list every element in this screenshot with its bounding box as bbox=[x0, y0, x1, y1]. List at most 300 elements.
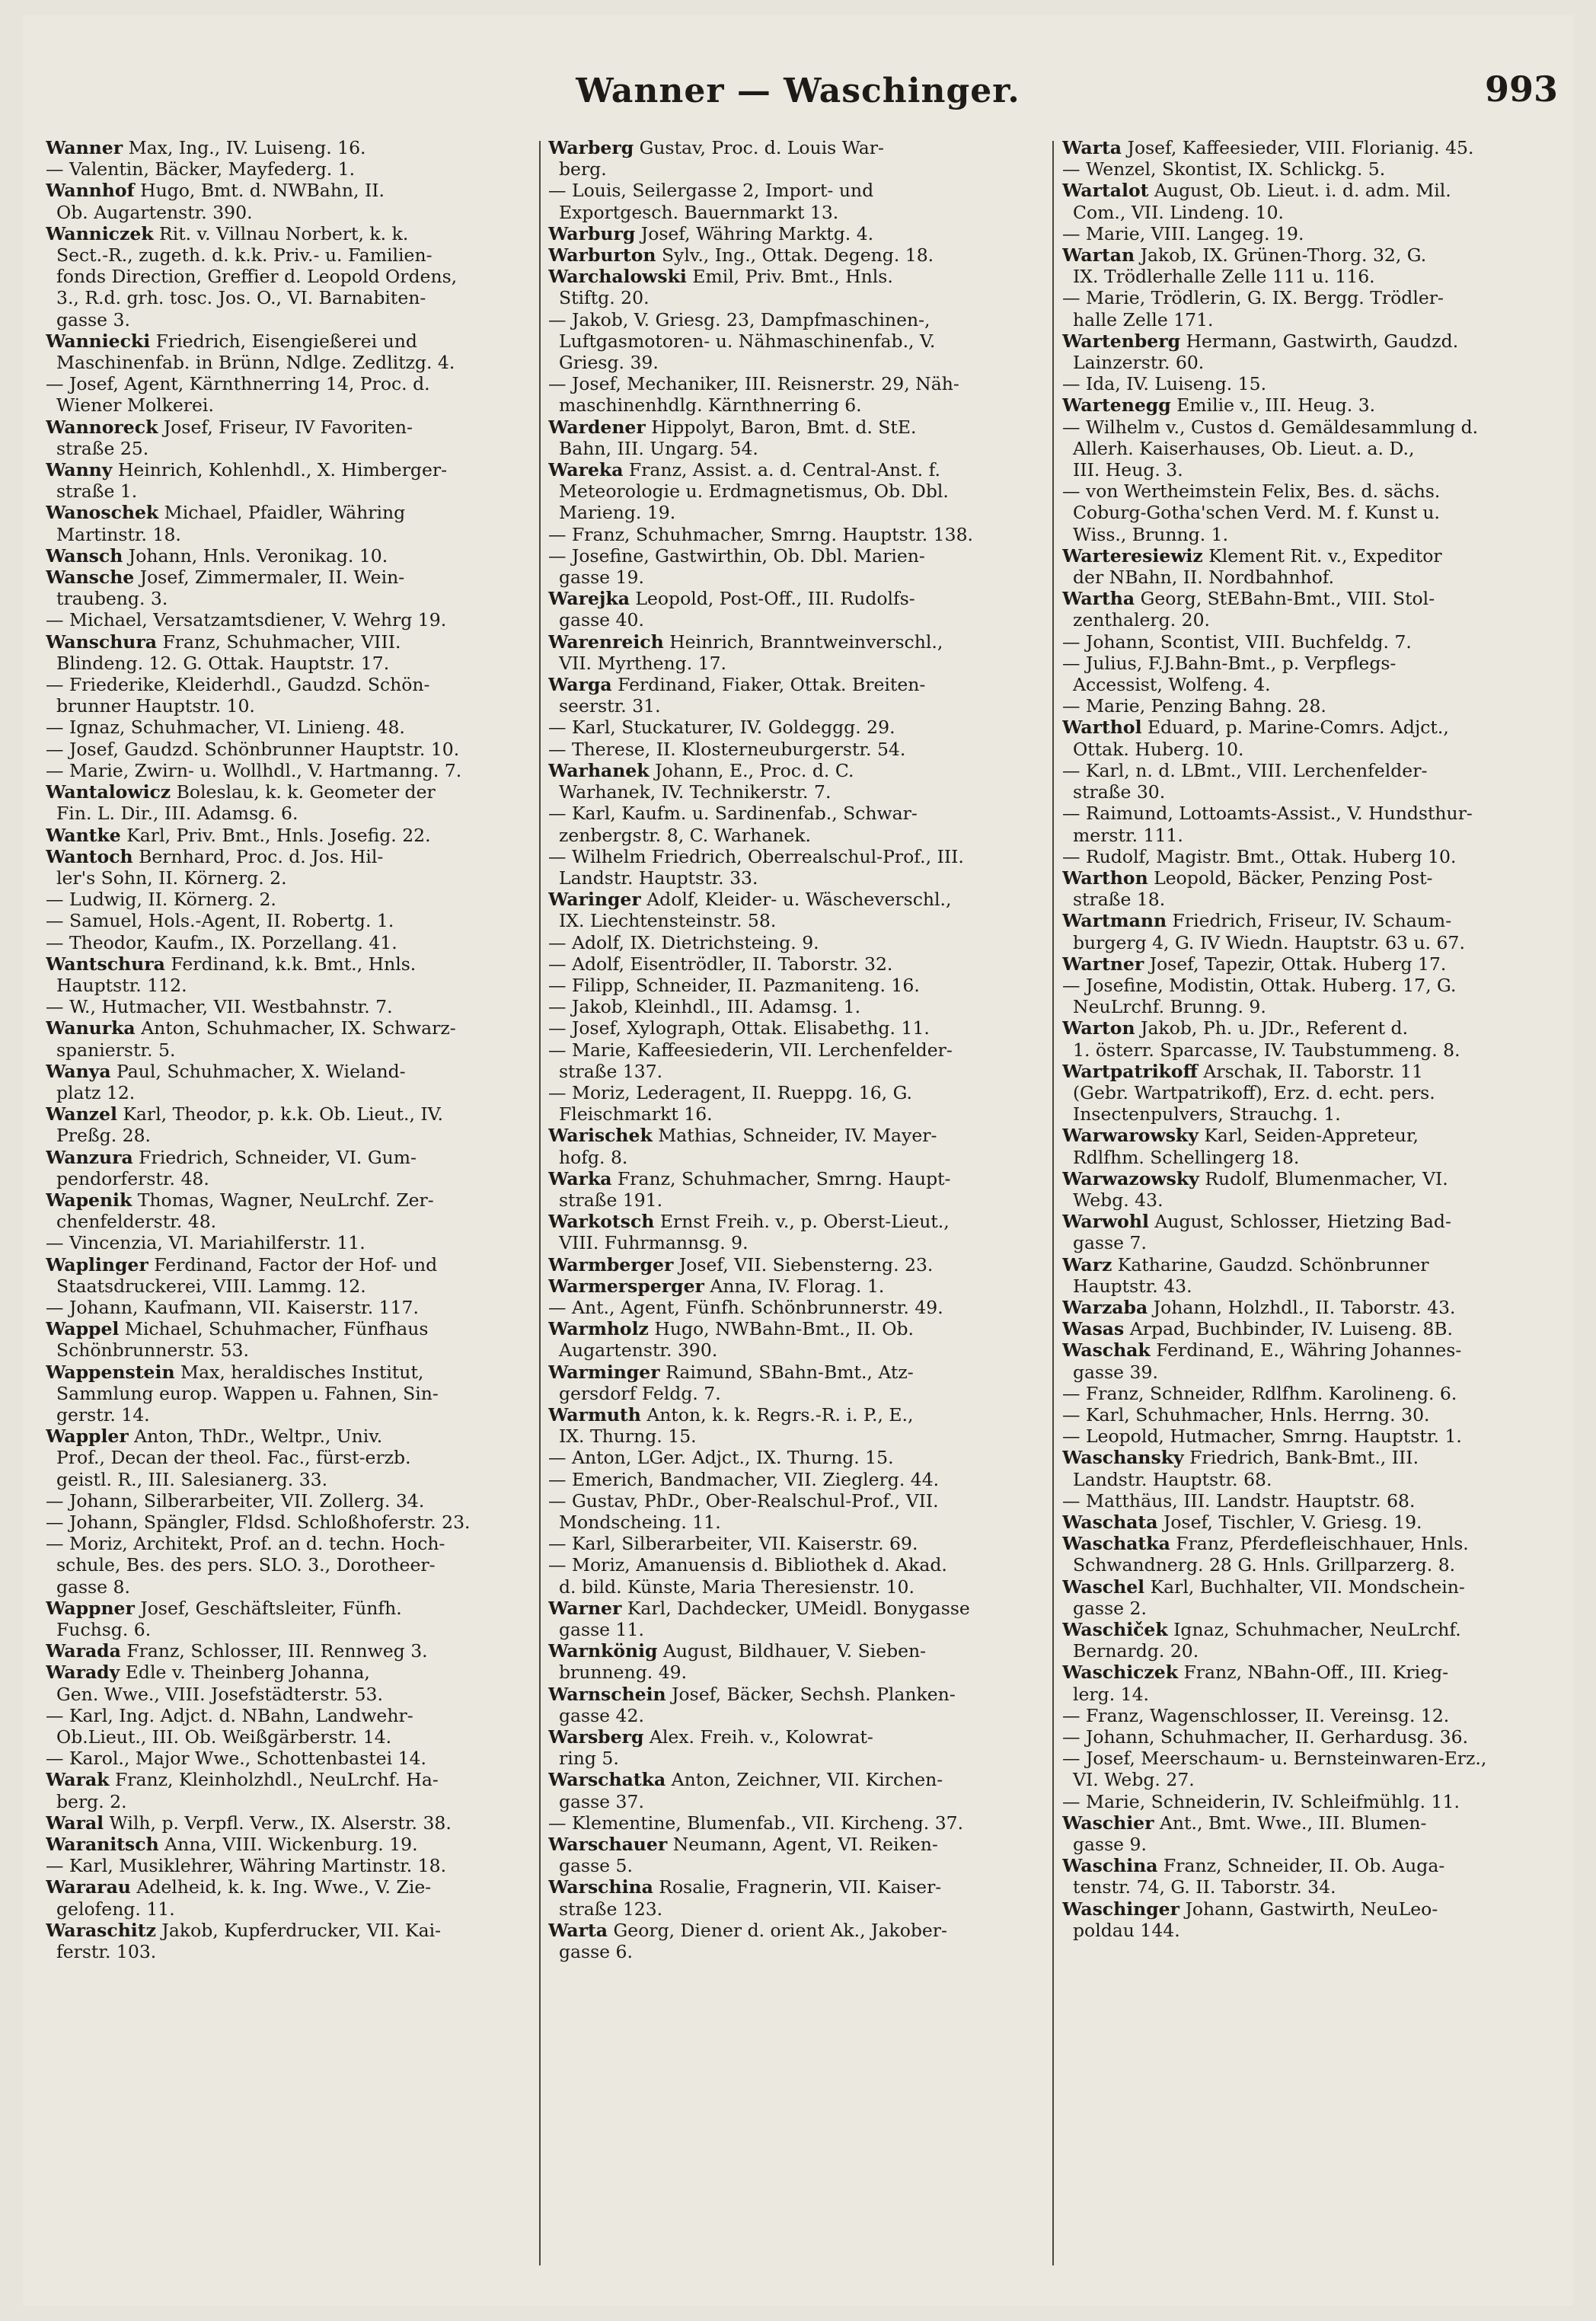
entry-text: platz 12. bbox=[56, 1081, 136, 1103]
entry-surname: Warschina bbox=[548, 1876, 653, 1898]
directory-line bbox=[1062, 975, 1550, 996]
entry-text: Staatsdruckerei, VIII. Lammg. 12. bbox=[56, 1275, 366, 1297]
entry-text: Rdlfhm. Schellingerg 18. bbox=[1073, 1146, 1300, 1168]
entry-text: Friedrich, Eisengießerei und bbox=[150, 330, 417, 352]
entry-text: Jakob, Kupferdrucker, VII. Kai- bbox=[155, 1919, 442, 1941]
entry-text: gasse 11. bbox=[559, 1619, 644, 1641]
directory-line bbox=[46, 760, 533, 781]
entry-surname: Wartenegg bbox=[1062, 394, 1171, 417]
directory-entry bbox=[548, 1834, 1036, 1855]
entry-text: chenfelderstr. 48. bbox=[56, 1211, 217, 1233]
directory-line bbox=[1062, 524, 1550, 545]
directory-line bbox=[1062, 1383, 1550, 1404]
entry-text: Wiener Molkerei. bbox=[56, 394, 214, 417]
directory-line bbox=[548, 609, 1036, 631]
directory-entry bbox=[548, 1684, 1036, 1705]
entry-text: — Wenzel, Skontist, IX. Schlickg. 5. bbox=[1062, 158, 1386, 180]
column-right bbox=[1062, 137, 1550, 1941]
entry-text: Fin. L. Dir., III. Adamsg. 6. bbox=[56, 803, 298, 825]
entry-text: brunner Hauptstr. 10. bbox=[56, 695, 255, 717]
entry-text: — Moriz, Lederagent, II. Rueppg. 16, G. bbox=[548, 1081, 912, 1103]
entry-surname: Wardener bbox=[548, 416, 646, 438]
directory-line bbox=[548, 953, 1036, 975]
directory-line bbox=[548, 1383, 1036, 1404]
entry-surname: Waraschitz bbox=[46, 1919, 156, 1941]
entry-text: Preßg. 28. bbox=[56, 1125, 152, 1147]
entry-text: Raimund, SBahn-Bmt., Atz- bbox=[659, 1361, 914, 1383]
entry-text: — Franz, Wagenschlosser, II. Vereinsg. 12. bbox=[1062, 1704, 1450, 1726]
directory-line bbox=[1062, 502, 1550, 523]
entry-text: Franz, Assist. a. d. Central-Anst. f. bbox=[623, 459, 940, 481]
entry-text: — Friederike, Kleiderhdl., Gaudzd. Schön- bbox=[46, 674, 430, 696]
entry-surname: Wanniecki bbox=[46, 330, 151, 352]
entry-text: Franz, Schuhmacher, Smrng. Haupt- bbox=[611, 1167, 951, 1189]
entry-text: Mondscheing. 11. bbox=[559, 1512, 721, 1533]
entry-text: ferstr. 103. bbox=[56, 1941, 157, 1963]
entry-surname: Warada bbox=[46, 1640, 121, 1662]
entry-text: lerg. 14. bbox=[1073, 1683, 1150, 1705]
entry-surname: Wansch bbox=[46, 544, 123, 567]
entry-surname: Wasas bbox=[1062, 1318, 1125, 1340]
entry-text: Leopold, Bäcker, Penzing Post- bbox=[1148, 867, 1433, 889]
page-title: Wanner — Waschinger. bbox=[576, 72, 1020, 110]
entry-surname: Wanya bbox=[46, 1060, 111, 1082]
directory-line bbox=[548, 1705, 1036, 1726]
directory-entry bbox=[46, 1103, 533, 1125]
directory-entry bbox=[46, 180, 533, 201]
entry-text: Paul, Schuhmacher, X. Wieland- bbox=[110, 1060, 406, 1082]
entry-text: Luftgasmotoren- u. Nähmaschinenfab., V. bbox=[559, 330, 936, 352]
directory-entry bbox=[548, 1125, 1036, 1146]
directory-line bbox=[1062, 932, 1550, 953]
directory-line bbox=[1062, 825, 1550, 846]
directory-entry bbox=[548, 417, 1036, 438]
entry-text: — Rudolf, Magistr. Bmt., Ottak. Huberg 10. bbox=[1062, 845, 1457, 867]
directory-line bbox=[1062, 1705, 1550, 1726]
entry-surname: Waplinger bbox=[46, 1253, 148, 1275]
entry-text: August, Ob. Lieut. i. d. adm. Mil. bbox=[1148, 180, 1451, 202]
directory-entry bbox=[1062, 1017, 1550, 1039]
directory-line bbox=[548, 1791, 1036, 1812]
entry-text: Josef, Währing Marktg. 4. bbox=[635, 222, 874, 244]
entry-text: Meteorologie u. Erdmagnetismus, Ob. Dbl. bbox=[559, 480, 949, 503]
directory-line bbox=[548, 1232, 1036, 1253]
directory-entry bbox=[548, 1254, 1036, 1275]
entry-text: straße 123. bbox=[559, 1898, 663, 1920]
directory-entry bbox=[548, 137, 1036, 158]
directory-entry bbox=[1062, 137, 1550, 158]
entry-text: Josef, Geschäftsleiter, Fünfh. bbox=[134, 1597, 402, 1619]
entry-surname: Warenreich bbox=[548, 631, 664, 653]
directory-line bbox=[46, 653, 533, 674]
entry-text: poldau 144. bbox=[1073, 1919, 1180, 1941]
directory-line bbox=[548, 480, 1036, 502]
entry-text: — Marie, Zwirn- u. Wollhdl., V. Hartmanng. 7. bbox=[46, 759, 462, 781]
entry-text: (Gebr. Wartpatrikoff), Erz. d. echt. pers. bbox=[1073, 1081, 1435, 1103]
directory-line bbox=[548, 1619, 1036, 1640]
entry-text: — Klementine, Blumenfab., VII. Kircheng. 37. bbox=[548, 1812, 964, 1834]
entry-text: Georg, StEBahn-Bmt., VIII. Stol- bbox=[1135, 588, 1435, 610]
entry-text: Coburg-Gotha'schen Verd. M. f. Kunst u. bbox=[1073, 502, 1440, 524]
entry-text: — Karl, Musiklehrer, Währing Martinstr. 18. bbox=[46, 1855, 447, 1877]
entry-text: Karl, Priv. Bmt., Hnls. Josefig. 22. bbox=[120, 824, 431, 846]
entry-text: straße 1. bbox=[56, 480, 138, 503]
entry-text: — Josef, Meerschaum- u. Bernsteinwaren-Erz., bbox=[1062, 1748, 1487, 1770]
directory-entry bbox=[548, 1598, 1036, 1619]
directory-line bbox=[548, 825, 1036, 846]
directory-line bbox=[1062, 1554, 1550, 1576]
entry-text: Emil, Priv. Bmt., Hnls. bbox=[686, 266, 893, 288]
entry-text: — Wilhelm Friedrich, Oberrealschul-Prof., III. bbox=[548, 845, 964, 867]
directory-line bbox=[548, 717, 1036, 738]
entry-text: Karl, Dachdecker, UMeidl. Bonygasse bbox=[621, 1597, 970, 1619]
directory-line bbox=[548, 1061, 1036, 1082]
entry-text: seerstr. 31. bbox=[559, 695, 661, 717]
entry-surname: Warchalowski bbox=[548, 266, 687, 288]
entry-surname: Wartner bbox=[1062, 953, 1144, 975]
entry-text: tenstr. 74, G. II. Taborstr. 34. bbox=[1073, 1876, 1336, 1898]
directory-line bbox=[46, 1168, 533, 1189]
entry-text: Landstr. Hauptstr. 33. bbox=[559, 867, 758, 889]
entry-text: Webg. 43. bbox=[1073, 1189, 1163, 1211]
entry-text: Edle v. Theinberg Johanna, bbox=[120, 1662, 370, 1684]
directory-entry bbox=[1062, 1576, 1550, 1598]
entry-surname: Waschel bbox=[1062, 1576, 1145, 1598]
entry-text: Ob.Lieut., III. Ob. Weißgärberstr. 14. bbox=[56, 1726, 392, 1748]
directory-line bbox=[46, 352, 533, 373]
entry-surname: Wantke bbox=[46, 824, 121, 846]
entry-text: — Marie, Kaffeesiederin, VII. Lerchenfelder- bbox=[548, 1039, 953, 1061]
directory-entry bbox=[1062, 1318, 1550, 1339]
entry-surname: Wartha bbox=[1062, 588, 1135, 610]
directory-line bbox=[46, 1383, 533, 1404]
entry-text: Rosalie, Fragnerin, VII. Kaiser- bbox=[653, 1876, 942, 1898]
entry-text: pendorferstr. 48. bbox=[56, 1167, 209, 1189]
entry-text: Josef, Tapezir, Ottak. Huberg 17. bbox=[1144, 953, 1447, 975]
directory-entry bbox=[1062, 717, 1550, 738]
entry-text: Anton, ThDr., Weltpr., Univ. bbox=[128, 1425, 383, 1448]
entry-text: — Jakob, Kleinhdl., III. Adamsg. 1. bbox=[548, 996, 861, 1018]
directory-line bbox=[46, 1684, 533, 1705]
entry-text: berg. bbox=[559, 158, 607, 180]
entry-text: straße 25. bbox=[56, 437, 149, 459]
directory-line bbox=[1062, 1147, 1550, 1168]
entry-surname: Warminger bbox=[548, 1361, 660, 1383]
directory-entry bbox=[46, 1598, 533, 1619]
entry-text: Johann, E., Proc. d. C. bbox=[649, 759, 854, 781]
directory-line bbox=[1062, 1598, 1550, 1619]
directory-entry bbox=[46, 502, 533, 523]
entry-surname: Wappenstein bbox=[46, 1361, 175, 1383]
entry-text: — Karl, Kaufm. u. Sardinenfab., Schwar- bbox=[548, 803, 918, 825]
directory-entry bbox=[46, 459, 533, 480]
directory-line bbox=[548, 996, 1036, 1017]
entry-surname: Warburg bbox=[548, 222, 636, 244]
entry-text: gasse 9. bbox=[1073, 1834, 1147, 1856]
directory-line bbox=[548, 653, 1036, 674]
directory-line bbox=[548, 739, 1036, 760]
entry-text: — Josefine, Modistin, Ottak. Huberg. 17, G. bbox=[1062, 974, 1457, 996]
entry-text: Bahn, III. Ungarg. 54. bbox=[559, 437, 758, 459]
entry-text: Josef, VII. Siebensterng. 23. bbox=[673, 1253, 934, 1275]
entry-surname: Wanner bbox=[46, 137, 123, 158]
entry-text: Anna, VIII. Wickenburg. 19. bbox=[158, 1834, 418, 1856]
directory-line bbox=[46, 1082, 533, 1103]
directory-line bbox=[548, 1147, 1036, 1168]
directory-line bbox=[1062, 1103, 1550, 1125]
directory-line bbox=[548, 394, 1036, 416]
directory-line bbox=[46, 996, 533, 1017]
entry-surname: Warmberger bbox=[548, 1253, 674, 1275]
entry-text: Griesg. 39. bbox=[559, 352, 659, 374]
entry-text: straße 30. bbox=[1073, 781, 1166, 803]
entry-text: gasse 3. bbox=[56, 308, 130, 330]
entry-surname: Waschiček bbox=[1062, 1619, 1168, 1641]
entry-surname: Warthol bbox=[1062, 717, 1142, 739]
directory-entry bbox=[46, 330, 533, 352]
entry-surname: Warka bbox=[548, 1167, 612, 1189]
directory-entry bbox=[46, 953, 533, 975]
directory-entry bbox=[1062, 1297, 1550, 1318]
directory-entry bbox=[46, 1876, 533, 1898]
entry-text: — Adolf, Eisentrödler, II. Taborstr. 32. bbox=[548, 953, 893, 975]
directory-entry bbox=[548, 459, 1036, 480]
directory-line bbox=[548, 1425, 1036, 1447]
directory-line bbox=[1062, 653, 1550, 674]
entry-surname: Wanny bbox=[46, 459, 113, 481]
entry-text: Hippolyt, Baron, Bmt. d. StE. bbox=[645, 416, 917, 438]
directory-line bbox=[46, 1726, 533, 1748]
entry-text: Josef, Friseur, IV Favoriten- bbox=[158, 416, 413, 438]
entry-text: Adelheid, k. k. Ing. Wwe., V. Zie- bbox=[130, 1876, 432, 1898]
entry-surname: Warischek bbox=[548, 1125, 653, 1147]
entry-text: zenthalerg. 20. bbox=[1073, 609, 1211, 631]
directory-line bbox=[46, 309, 533, 330]
directory-line bbox=[46, 1232, 533, 1253]
directory-line bbox=[1062, 1232, 1550, 1253]
entry-text: — Samuel, Hols.-Agent, II. Robertg. 1. bbox=[46, 910, 394, 932]
entry-text: — Jakob, V. Griesg. 23, Dampfmaschinen-, bbox=[548, 308, 930, 330]
directory-line bbox=[1062, 1834, 1550, 1855]
entry-text: Johann, Gastwirth, NeuLeo- bbox=[1179, 1898, 1438, 1920]
entry-surname: Warhanek bbox=[548, 759, 650, 781]
entry-text: Landstr. Hauptstr. 68. bbox=[1073, 1468, 1272, 1490]
entry-text: Karl, Theodor, p. k.k. Ob. Lieut., IV. bbox=[117, 1103, 444, 1125]
directory-entry bbox=[548, 1362, 1036, 1383]
entry-text: — Gustav, PhDr., Ober-Realschul-Prof., VII. bbox=[548, 1489, 939, 1512]
directory-line bbox=[46, 1447, 533, 1468]
directory-entry bbox=[46, 846, 533, 867]
directory-line bbox=[1062, 609, 1550, 631]
directory-line bbox=[46, 588, 533, 609]
directory-line bbox=[46, 1791, 533, 1812]
directory-line bbox=[1062, 309, 1550, 330]
entry-surname: Wappner bbox=[46, 1597, 135, 1619]
directory-line bbox=[46, 1576, 533, 1598]
entry-text: Rudolf, Blumenmacher, VI. bbox=[1199, 1167, 1448, 1189]
entry-text: VIII. Fuhrmannsg. 9. bbox=[559, 1232, 749, 1254]
entry-text: — Anton, LGer. Adjct., IX. Thurng. 15. bbox=[548, 1447, 894, 1469]
directory-line bbox=[1062, 1404, 1550, 1425]
entry-text: — Ludwig, II. Körnerg. 2. bbox=[46, 889, 276, 911]
entry-surname: Wannhof bbox=[46, 180, 135, 202]
entry-text: Eduard, p. Marine-Comrs. Adjct., bbox=[1141, 717, 1449, 739]
entry-surname: Waschak bbox=[1062, 1339, 1151, 1362]
directory-line bbox=[46, 438, 533, 459]
directory-entry bbox=[1062, 1211, 1550, 1232]
directory-entry bbox=[548, 1726, 1036, 1748]
directory-line bbox=[548, 524, 1036, 545]
directory-line bbox=[1062, 996, 1550, 1017]
directory-line bbox=[1062, 1189, 1550, 1211]
directory-line bbox=[46, 1211, 533, 1232]
entry-surname: Warady bbox=[46, 1662, 120, 1684]
entry-text: Jakob, Ph. u. JDr., Referent d. bbox=[1135, 1017, 1409, 1039]
entry-text: — Valentin, Bäcker, Mayfederg. 1. bbox=[46, 158, 356, 180]
directory-line bbox=[46, 1039, 533, 1061]
directory-line bbox=[46, 1533, 533, 1554]
entry-text: Maschinenfab. in Brünn, Ndlge. Zedlitzg. 4. bbox=[56, 352, 455, 374]
entry-surname: Warnschein bbox=[548, 1683, 666, 1705]
directory-entry bbox=[1062, 588, 1550, 609]
entry-surname: Warsberg bbox=[548, 1726, 644, 1748]
directory-line bbox=[1062, 1920, 1550, 1941]
entry-text: — Josef, Agent, Kärnthnerring 14, Proc. d. bbox=[46, 373, 430, 395]
directory-line bbox=[46, 1554, 533, 1576]
directory-line bbox=[548, 330, 1036, 352]
entry-text: gasse 19. bbox=[559, 567, 644, 589]
entry-text: Sect.-R., zugeth. d. k.k. Priv.- u. Familien- bbox=[56, 244, 433, 267]
directory-line bbox=[548, 502, 1036, 523]
entry-text: Mathias, Schneider, IV. Mayer- bbox=[652, 1125, 937, 1147]
directory-line bbox=[46, 1275, 533, 1297]
entry-text: — Ignaz, Schuhmacher, VI. Linieng. 48. bbox=[46, 717, 405, 739]
directory-entry bbox=[46, 1834, 533, 1855]
entry-text: halle Zelle 171. bbox=[1073, 308, 1214, 330]
directory-line bbox=[548, 781, 1036, 803]
entry-text: Arpad, Buchbinder, IV. Luiseng. 8B. bbox=[1124, 1318, 1454, 1340]
directory-line bbox=[548, 1490, 1036, 1512]
entry-text: Boleslau, k. k. Geometer der bbox=[171, 781, 436, 803]
entry-text: Com., VII. Lindeng. 10. bbox=[1073, 201, 1284, 223]
entry-text: Sammlung europ. Wappen u. Fahnen, Sin- bbox=[56, 1382, 439, 1404]
entry-surname: Warschauer bbox=[548, 1834, 668, 1856]
directory-entry bbox=[46, 1061, 533, 1082]
directory-entry bbox=[46, 1318, 533, 1339]
directory-entry bbox=[548, 1876, 1036, 1898]
directory-entry bbox=[548, 1769, 1036, 1790]
entry-text: Wiss., Brunng. 1. bbox=[1073, 523, 1229, 545]
entry-text: Anna, IV. Florag. 1. bbox=[704, 1275, 885, 1297]
entry-text: — Johann, Schuhmacher, II. Gerhardusg. 36. bbox=[1062, 1726, 1469, 1748]
entry-text: Schwandnerg. 28 G. Hnls. Grillparzerg. 8. bbox=[1073, 1554, 1456, 1576]
entry-text: burgerg 4, G. IV Wiedn. Hauptstr. 63 u. 67. bbox=[1073, 931, 1465, 953]
entry-text: NeuLrchf. Brunng. 9. bbox=[1073, 996, 1266, 1018]
directory-line bbox=[46, 609, 533, 631]
entry-text: — Johann, Kaufmann, VII. Kaiserstr. 117. bbox=[46, 1296, 419, 1318]
entry-text: Lainzerstr. 60. bbox=[1073, 352, 1205, 374]
directory-line bbox=[548, 180, 1036, 201]
directory-entry bbox=[46, 781, 533, 803]
entry-text: Exportgesch. Bauernmarkt 13. bbox=[559, 201, 839, 223]
directory-line bbox=[548, 1082, 1036, 1103]
directory-line bbox=[548, 1447, 1036, 1468]
entry-text: — Wilhelm v., Custos d. Gemäldesammlung d. bbox=[1062, 416, 1479, 438]
entry-text: Karl, Seiden-Appreteur, bbox=[1198, 1125, 1419, 1147]
directory-line bbox=[46, 975, 533, 996]
entry-text: gasse 6. bbox=[559, 1941, 633, 1963]
entry-surname: Warwarowsky bbox=[1062, 1125, 1199, 1147]
entry-text: Klement Rit. v., Expeditor bbox=[1202, 544, 1442, 567]
directory-entry bbox=[46, 1017, 533, 1039]
entry-surname: Wareka bbox=[548, 459, 624, 481]
entry-text: — Josef, Xylograph, Ottak. Elisabethg. 11. bbox=[548, 1017, 930, 1039]
entry-text: — Moriz, Architekt, Prof. an d. techn. Hoch- bbox=[46, 1533, 445, 1555]
directory-line bbox=[1062, 1876, 1550, 1898]
directory-line bbox=[1062, 1469, 1550, 1490]
directory-line bbox=[1062, 1425, 1550, 1447]
directory-line bbox=[1062, 1362, 1550, 1383]
directory-line bbox=[1062, 202, 1550, 223]
directory-line bbox=[548, 438, 1036, 459]
directory-line bbox=[548, 803, 1036, 824]
directory-entry bbox=[46, 1812, 533, 1834]
entry-surname: Wansche bbox=[46, 567, 135, 589]
entry-text: Leopold, Post-Off., III. Rudolfs- bbox=[629, 588, 915, 610]
entry-surname: Warzaba bbox=[1062, 1296, 1148, 1318]
entry-surname: Warner bbox=[548, 1597, 622, 1619]
entry-text: Katharine, Gaudzd. Schönbrunner bbox=[1112, 1253, 1429, 1275]
entry-surname: Wartenberg bbox=[1062, 330, 1181, 352]
entry-text: fonds Direction, Greffier d. Leopold Ordens, bbox=[56, 266, 458, 288]
entry-text: — Johann, Silberarbeiter, VII. Zollerg. 34. bbox=[46, 1489, 425, 1512]
entry-text: Augartenstr. 390. bbox=[559, 1339, 718, 1362]
page-number: 993 bbox=[1484, 69, 1558, 110]
directory-entry bbox=[1062, 1254, 1550, 1275]
entry-text: — Josef, Gaudzd. Schönbrunner Hauptstr. 10. bbox=[46, 738, 460, 760]
directory-line bbox=[548, 287, 1036, 308]
directory-entry bbox=[1062, 1339, 1550, 1361]
entry-surname: Wartmann bbox=[1062, 910, 1167, 932]
directory-line bbox=[548, 1576, 1036, 1598]
entry-text: — Louis, Seilergasse 2, Import- und bbox=[548, 180, 874, 202]
entry-surname: Waranitsch bbox=[46, 1834, 159, 1856]
directory-line bbox=[548, 352, 1036, 373]
entry-text: Ob. Augartenstr. 390. bbox=[56, 201, 253, 223]
entry-text: merstr. 111. bbox=[1073, 824, 1183, 846]
entry-text: — Marie, Penzing Bahng. 28. bbox=[1062, 695, 1326, 717]
entry-text: Rit. v. Villnau Norbert, k. k. bbox=[153, 222, 409, 244]
entry-text: — Johann, Scontist, VIII. Buchfeldg. 7. bbox=[1062, 631, 1412, 653]
entry-text: Heinrich, Kohlenhdl., X. Himberger- bbox=[112, 459, 448, 481]
directory-entry bbox=[1062, 1662, 1550, 1683]
entry-text: — Theodor, Kaufm., IX. Porzellang. 41. bbox=[46, 931, 397, 953]
entry-text: — Raimund, Lottoamts-Assist., V. Hundsthur- bbox=[1062, 803, 1473, 825]
entry-text: — Franz, Schneider, Rdlfhm. Karolineng. 6. bbox=[1062, 1382, 1457, 1404]
directory-line bbox=[1062, 674, 1550, 695]
entry-text: straße 18. bbox=[1073, 889, 1166, 911]
entry-surname: Warthon bbox=[1062, 867, 1148, 889]
directory-line bbox=[1062, 631, 1550, 653]
directory-line bbox=[46, 695, 533, 717]
directory-line bbox=[46, 674, 533, 695]
entry-text: Adolf, Kleider- u. Wäscheverschl., bbox=[640, 889, 952, 911]
entry-surname: Warteresiewiz bbox=[1062, 544, 1203, 567]
directory-line bbox=[46, 1748, 533, 1769]
entry-text: — Franz, Schuhmacher, Smrng. Hauptstr. 138. bbox=[548, 523, 974, 545]
directory-entry bbox=[548, 1275, 1036, 1297]
directory-line bbox=[548, 373, 1036, 394]
